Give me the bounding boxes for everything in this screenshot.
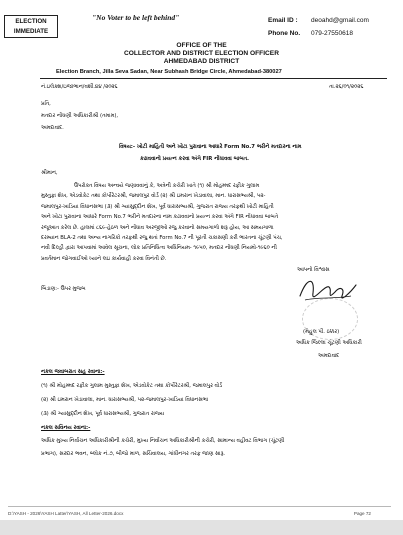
office-title-line-3: AHMEDABAD DISTRICT (163, 58, 240, 65)
body-line: પ્રવર્તમાન જોગવાઈઓ ધ્યાને લઇ કાર્યવાહી કરવા વિનંતી છે. (41, 255, 167, 262)
signatory-name: (મેહુલ પી. ઠક્કર) (303, 329, 340, 335)
enclosure: બિડાણ:- ઉપર મુજબ (41, 286, 86, 292)
copy2-line-2: પ્રભાગ), સરદાર ભવન, બ્લોક નં.૭, બીજો માળ, સચિવાલય, ગાંધીનગર તરફ જાણ સારૂ. (41, 451, 226, 457)
page-number: Page 72 (353, 511, 371, 516)
viewer-background (0, 520, 403, 535)
email-value: deoahd@gmail.com (311, 17, 369, 24)
copy-item-2: (૨) શ્રી ઇમરાન ખેડાવાલા, માન. ધારાસભ્યશ્રી, ૫૨-જમાલપુર-ખાડિયા વિધાનસભા (41, 397, 209, 403)
document-footer (8, 506, 391, 516)
office-title-line-1: OFFICE OF THE (176, 42, 227, 49)
signatory-title: અધિક જિલ્લા ચૂંટણી અધિકારી (296, 340, 362, 346)
reference-number: નં.ઇલેક્શ/ઇજાભાન/વશી.૪૪ /૨૦૨૬ (41, 84, 118, 90)
closing: આપનો વિશ્વાસ (297, 267, 330, 273)
copy-item-3: (૩) શ્રી ગ્યાસુદ્દીન શેખ, પૂર્વ ધારાસભ્યશ્રી, ગુજરાત રાજ્ય (41, 411, 165, 417)
body-line: દરમ્યાન BLA-2 તથા અન્ય નાગરિકો તરફથી રજુ થતાં Form No.7 ની પૂરતી ચકાસણી કરી ભારતના ચૂંટણી પંચ, (41, 235, 283, 242)
subject-line-1: વિષય:- ખોટી માહિતી અને ખોટા પુરાવાના આધારે Form No.7 ભરીને મતદારના નામ (119, 144, 302, 150)
body-line: મુસ્તુફા શેખ, એડવોકેટ તથા કોર્પોરેટરશ્રી, જમાલપુર વોર્ડ (૨) શ્રી ઇમરાન ખેડાવાલા, માન. ધારાસભ્યશ્રી, ૫૨- (41, 193, 266, 200)
copy-heading: નકલ જવાબરાત સહ રવાના:- (41, 369, 105, 375)
contact-block (268, 14, 369, 40)
signature (297, 272, 359, 308)
copy2-line-1: અધિક મુખ્ય નિર્વાચન અધિકારીશ્રીની કચેરી, મુખ્ય નિર્વાચન અધિકારીશ્રીની કચેરી, સામાન્ય વહીવટ વિભાગ (ચૂંટણી (41, 438, 285, 444)
recipient-line-2: મતદાર નોંધણી અધિકારીશ્રી (તમામ), (41, 113, 119, 119)
phone-label: Phone No. (268, 30, 301, 37)
body-line: જમાલપુર-ખાડિયા વિધાનસભા (૩) શ્રી ગ્યાસુદ્દીન શેખ, પૂર્વ ધારાસભ્યશ્રી, ગુજરાત રાજ્ય તરફથી ખોટી માહિતી (41, 203, 274, 210)
header-divider (40, 78, 387, 79)
body-line: ઉપરોક્ત વિષય અન્વયે જણાવવાનું કે, અત્રેની કચેરી ખાતે (૧) શ્રી મોહમ્મદ રફીક ગુલામ (74, 183, 260, 189)
phone-value: 079-27550618 (311, 30, 353, 37)
body-paragraph (41, 181, 283, 264)
office-title-line-2: COLLECTOR AND DISTRICT ELECTION OFFICER (124, 50, 279, 57)
recipient-line-3: અમદાવાદ. (41, 125, 64, 131)
salutation: શ્રીમાન, (41, 170, 58, 176)
body-line: રજૂઆત કરેલ છે. હાલમાં ૮૬૯-હેઠળ અને નોંધાવ અરજીઓ રજુ કરવાનો સમયગાળો શરૂ હોય, આ સમયગાળા (41, 224, 274, 231)
badge-line-1: ELECTION (15, 18, 47, 25)
body-line: નવી દિલ્હી દ્વારા આપવામાં આવેલ સૂચના, લોક પ્રતિનિધિત્વ અધિનિયમ- ૧૯૫૦, મતદાર નોંધણી નિયમો-૧૯૬૦ ની (41, 245, 277, 252)
letter-date: તા.૨૬/૦૧/૨૦૨૬ (329, 84, 364, 90)
election-immediate-badge (4, 15, 58, 38)
copy2-heading: નકલ સવિનય રવાના:- (41, 425, 91, 431)
email-label: Email ID : (268, 17, 298, 24)
subject-line-2: કઢાવવાનો પ્રયત્ન કરવા અંગે FIR નોંધાવવા બાબત. (140, 156, 250, 162)
office-address: Election Branch, Jilla Seva Sadan, Near Subhash Bridge Circle, Ahmedabad-380027 (56, 69, 282, 75)
badge-line-2: IMMEDIATE (13, 28, 49, 35)
slogan: "No Voter to be left behind" (92, 13, 180, 22)
file-path: D:\YASH - 2026\YASH Latter\YASH, All Letter-2026.docx (8, 511, 124, 516)
copy-item-1: (૧) શ્રી મોહમ્મદ રફીક ગુલામ મુસ્તુફા શેખ, એડવોકેટ તથા કોર્પોરેટરશ્રી, જમાલપુર વોર્ડ (41, 383, 223, 389)
body-line: અને ખોટા પુરાવાના આધારે Form No.7 ભરીને મતદારના નામ કઢાવવાનો પ્રયત્ન કરવા અંગે FIR નોંધાવવા બાબતે (41, 214, 279, 221)
recipient-line-1: પ્રતિ, (41, 101, 51, 107)
signatory-place: અમદાવાદ (318, 353, 340, 359)
